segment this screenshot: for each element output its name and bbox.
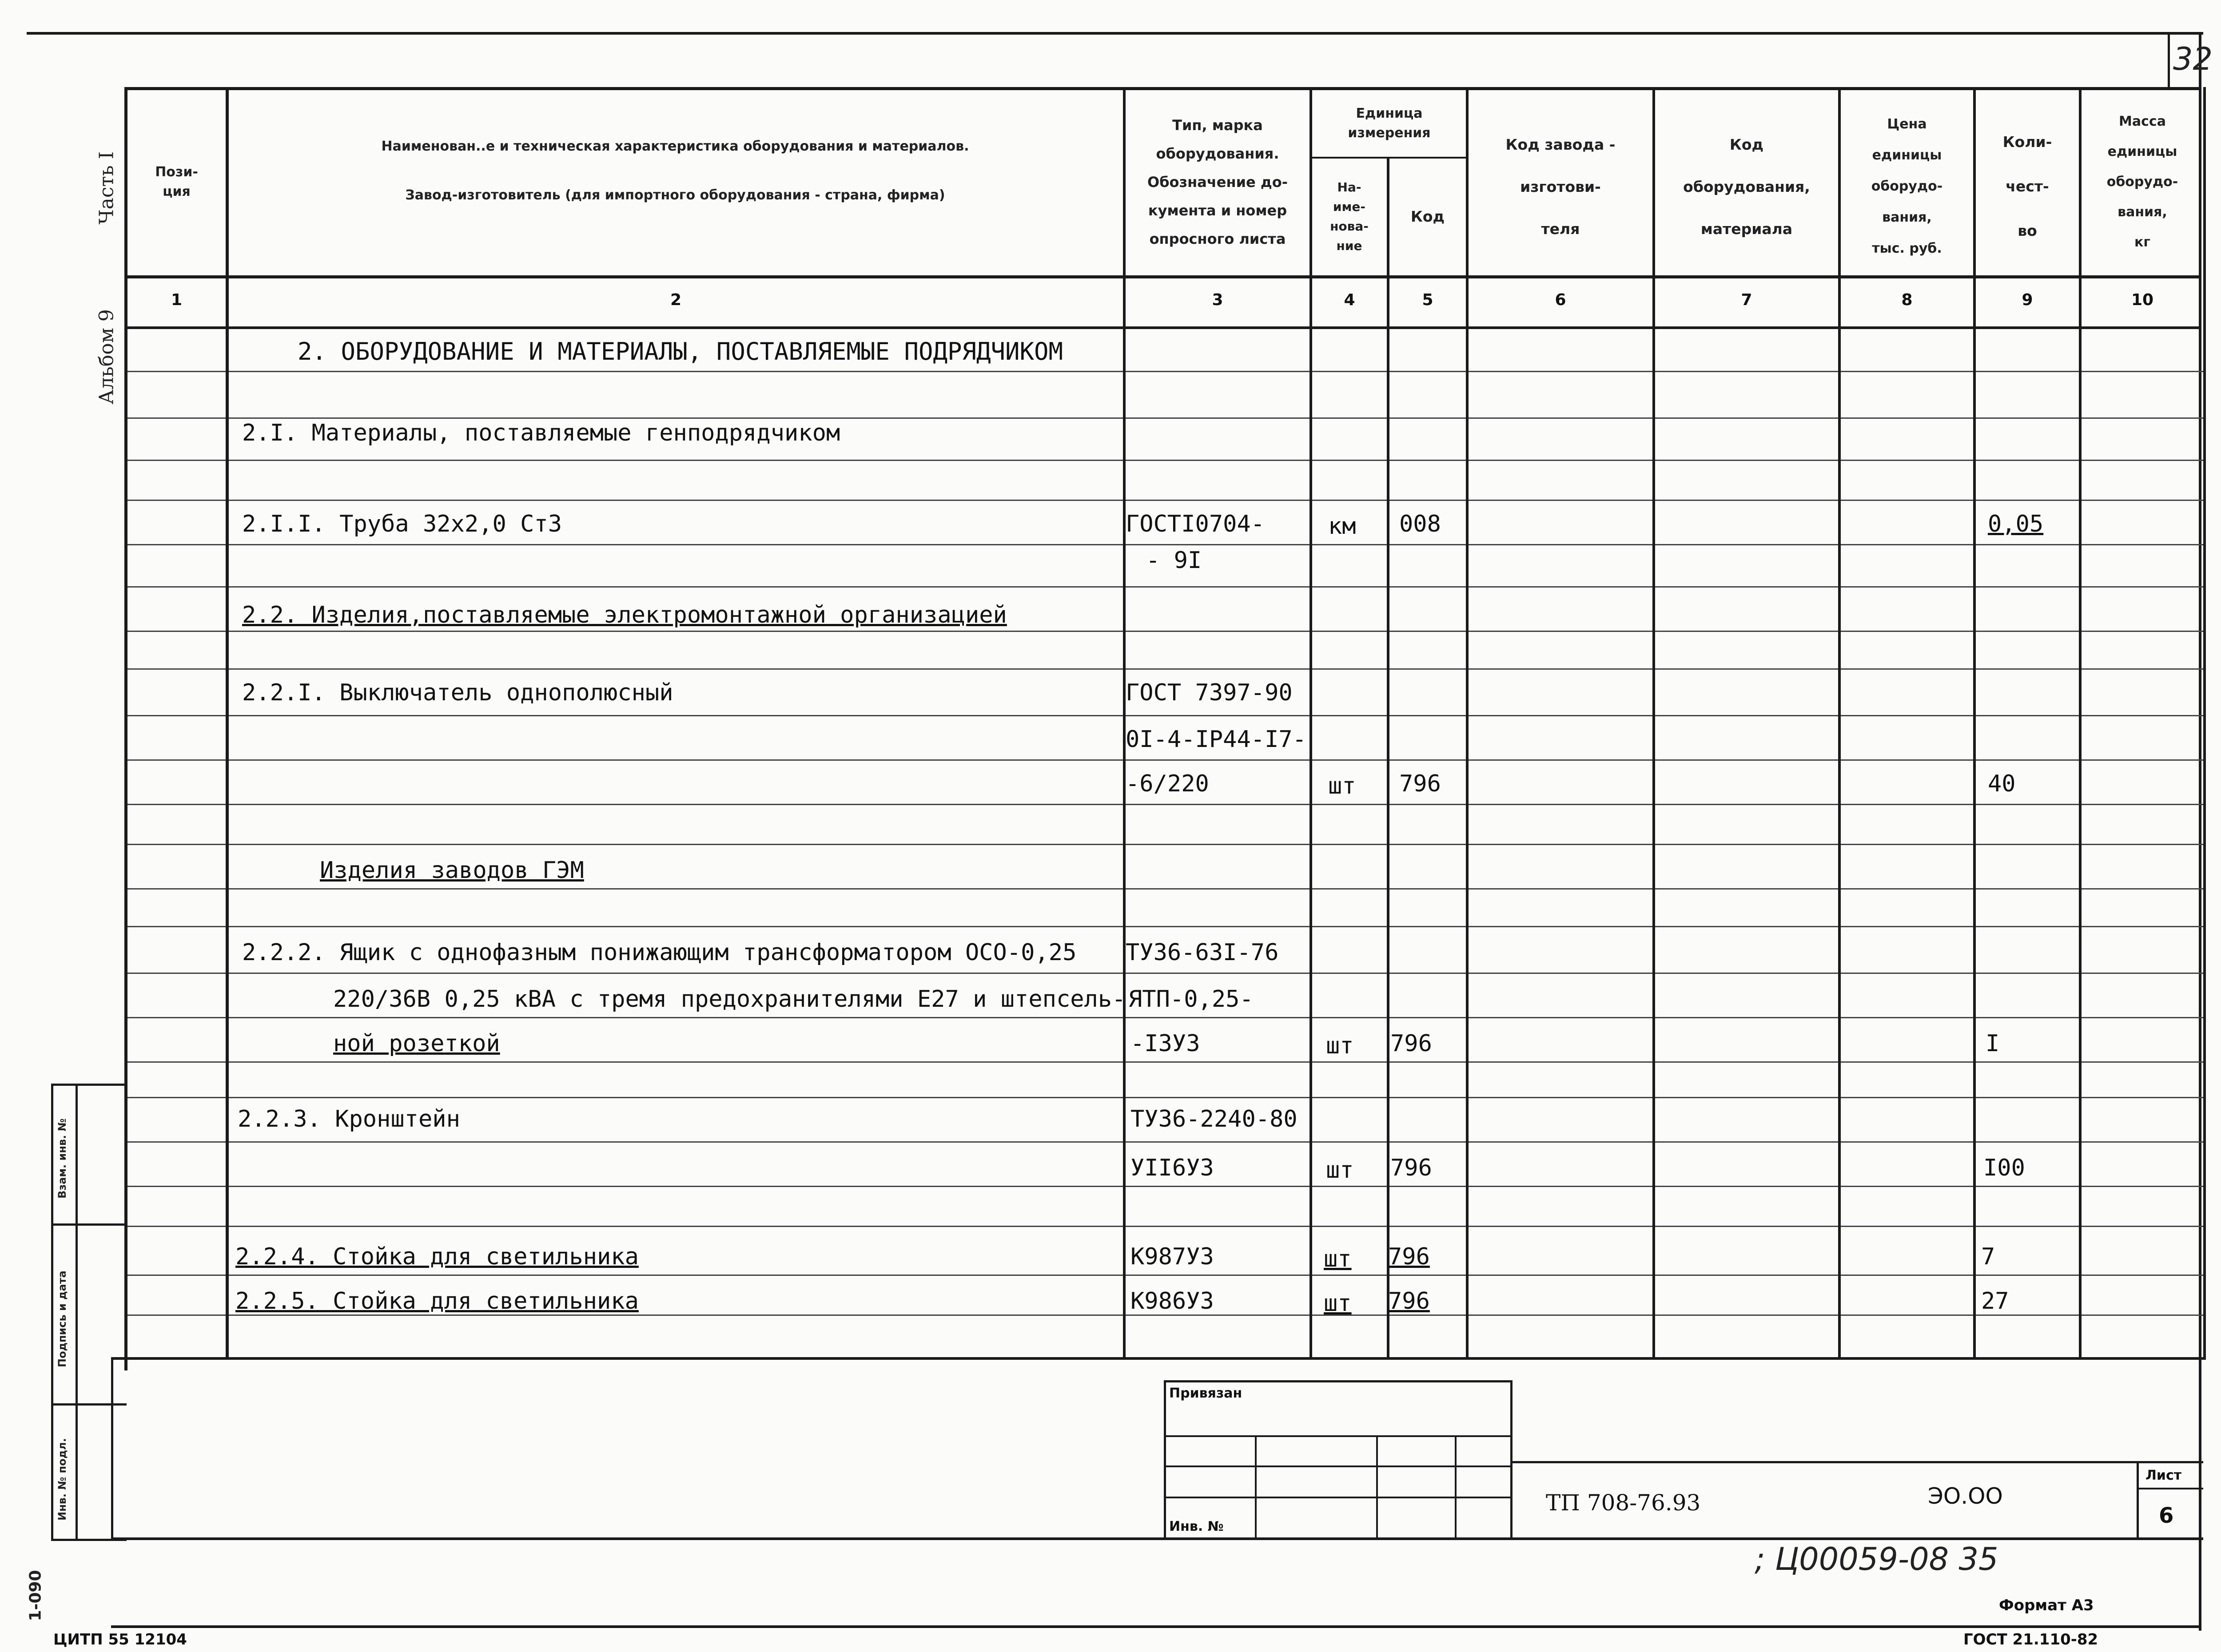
sheet-label: Лист (2145, 1468, 2182, 1483)
row-separator-line (124, 544, 2203, 545)
vline-4 (1387, 157, 1389, 1357)
row-separator-line (124, 1275, 2203, 1276)
row-type: 0I-4-IP44-I7- (1126, 726, 1306, 753)
stamp-box-hline-2 (51, 1403, 127, 1406)
privyazan-hline-1 (1164, 1435, 1513, 1437)
colnum-3: 3 (1212, 291, 1223, 309)
row-name: 2.2.5. Стойка для светильника (235, 1288, 639, 1314)
vline-left (124, 87, 127, 1370)
row-separator-line (124, 1314, 2203, 1316)
privyazan-hline-3 (1164, 1497, 1513, 1498)
colnum-5: 5 (1422, 291, 1433, 309)
titleblock-vline-left (111, 1357, 113, 1539)
header-unit-group: Единица измерения (1348, 105, 1431, 141)
row-quantity: 7 (1981, 1243, 1995, 1270)
row-name: 2.I.I. Труба 32х2,0 Ст3 (242, 511, 562, 537)
row-separator-line (124, 759, 2203, 761)
row-separator-line (124, 631, 2203, 632)
row-separator-line (124, 460, 2203, 461)
row-name: 2.I. Материалы, поставляемые генподрядчиком (242, 420, 840, 446)
row-unit: шт (1326, 1032, 1354, 1059)
row-name: ной розеткой (333, 1030, 500, 1057)
header-equipment-code: Код оборудования, материала (1683, 135, 1810, 238)
row-name: 2. ОБОРУДОВАНИЕ И МАТЕРИАЛЫ, ПОСТАВЛЯЕМЫЕ ПОДРЯДЧИКОМ (298, 338, 1063, 365)
doc-code: ТП 708-76.93 (1546, 1490, 1701, 1516)
header-type: Тип, марка оборудования. Обозначение до- кумента и номер опросного листа (1147, 117, 1288, 247)
stamp-box-hline-1 (51, 1223, 127, 1226)
bottom-left-code: 1-090 (26, 1570, 45, 1621)
sheet-box-left (2137, 1461, 2139, 1539)
colnum-4: 4 (1344, 291, 1355, 309)
colnum-bottom-line (124, 326, 2199, 329)
privyazan-vline-1 (1255, 1435, 1257, 1539)
row-unit-code: 796 (1388, 1288, 1430, 1314)
vline-8 (1973, 87, 1976, 1357)
colnum-2: 2 (670, 291, 682, 309)
row-unit: шт (1328, 773, 1356, 799)
footer-left-code: ЦИТП 55 12104 (53, 1631, 187, 1648)
sheet-value: 6 (2159, 1503, 2174, 1528)
row-type: ТУ36-2240-80 (1130, 1106, 1298, 1132)
colnum-10: 10 (2131, 291, 2154, 309)
privyazan-vline-3 (1455, 1435, 1457, 1539)
row-unit: шт (1326, 1157, 1354, 1183)
row-type: К986У3 (1130, 1288, 1214, 1314)
row-separator-line (124, 844, 2203, 845)
vline-3 (1310, 87, 1312, 1357)
privyazan-label: Привязан (1169, 1386, 1242, 1401)
row-separator-line (124, 1226, 2203, 1227)
vline-5 (1466, 87, 1469, 1357)
inv-no-label: Инв. № (1169, 1519, 1224, 1534)
row-unit: шт (1324, 1290, 1352, 1317)
row-separator-line (124, 1186, 2203, 1187)
bottom-border-line (111, 1625, 2201, 1628)
colnum-8: 8 (1901, 291, 1913, 309)
row-type: - 9I (1146, 547, 1202, 574)
privyazan-box-left (1164, 1380, 1166, 1539)
privyazan-hline-2 (1164, 1465, 1513, 1467)
stamp-label-signature: Подпись и дата (56, 1271, 68, 1367)
vline-9 (2079, 87, 2082, 1357)
header-quantity: Коли- чест- во (2002, 133, 2052, 239)
row-separator-line (124, 1141, 2203, 1143)
row-separator-line (124, 668, 2203, 670)
row-separator-line (124, 888, 2203, 890)
row-separator-line (124, 1061, 2203, 1063)
handwritten-archive-number: ; Ц00059-08 35 (1755, 1541, 1998, 1577)
row-unit-code: 796 (1399, 770, 1441, 797)
row-separator-line (124, 926, 2203, 927)
row-type: К987У3 (1130, 1243, 1214, 1270)
row-type: ЯТП-0,25- (1128, 986, 1254, 1013)
header-position: Пози- ция (155, 164, 198, 199)
footer-right-gost: ГОСТ 21.110-82 (1963, 1631, 2098, 1648)
row-quantity: I (1986, 1030, 2000, 1057)
vline-2 (1123, 87, 1126, 1357)
stamp-box-vline-inner (76, 1084, 78, 1541)
row-name: 2.2. Изделия,поставляемые электромонтажной организацией (242, 602, 1007, 628)
stamp-box-vline-outer (51, 1084, 53, 1541)
row-separator-line (124, 1017, 2203, 1018)
row-separator-line (124, 973, 2203, 974)
vline-7 (1838, 87, 1841, 1357)
row-separator-line (124, 1097, 2203, 1098)
row-type: ГОСТI0704- (1126, 511, 1265, 537)
format-label: Формат А3 (1999, 1596, 2094, 1614)
stamp-box-hline-0 (51, 1084, 127, 1086)
privyazan-vline-2 (1376, 1435, 1378, 1539)
colnum-1: 1 (171, 291, 183, 309)
row-name: Изделия заводов ГЭМ (320, 857, 584, 884)
row-quantity: I00 (1983, 1155, 2025, 1181)
row-unit-code: 796 (1388, 1243, 1430, 1270)
table-top-line (124, 87, 2199, 90)
colnum-9: 9 (2022, 291, 2033, 309)
sheet-box-mid (2137, 1488, 2203, 1489)
row-separator-line (124, 500, 2203, 501)
side-label-album: Альбом 9 (95, 309, 118, 405)
vline-1 (226, 87, 229, 1357)
row-quantity: 27 (1981, 1288, 2009, 1314)
side-label-part: Часть I (95, 151, 118, 225)
row-type: -I3У3 (1130, 1030, 1200, 1057)
colnum-7: 7 (1741, 291, 1752, 309)
row-name: 2.2.2. Ящик с однофазным понижающим трансформатором ОСО-0,25 (242, 939, 1077, 966)
header-unit-name: На- име- нова- ние (1330, 179, 1369, 253)
row-name: 220/36В 0,25 кВА с тремя предохранителями Е27 и штепсель- (333, 986, 1126, 1013)
colnum-6: 6 (1555, 291, 1566, 309)
right-border-line (2199, 32, 2201, 1631)
row-separator-line (124, 417, 2203, 419)
row-separator-line (124, 371, 2203, 372)
row-unit: км (1328, 513, 1356, 540)
row-quantity: 40 (1988, 770, 2016, 797)
row-type: -6/220 (1126, 770, 1209, 797)
row-name: 2.2.I. Выключатель однополюсный (242, 679, 673, 706)
row-separator-line (124, 586, 2203, 588)
header-name-line1: Наименован..е и техническая характеристика оборудования и материалов. (381, 139, 969, 154)
vline-6 (1652, 87, 1655, 1357)
row-unit-code: 796 (1390, 1155, 1432, 1181)
stamp-label-inv: Инв. № подл. (56, 1438, 68, 1521)
row-separator-line (124, 804, 2203, 805)
row-unit: шт (1324, 1246, 1352, 1272)
row-unit-code: 796 (1390, 1030, 1432, 1057)
header-factory-code: Код завода - изготови- теля (1505, 135, 1616, 238)
stamp-label-vzam: Взам. инв. № (56, 1118, 68, 1199)
corner-sheet-number: 32 (2173, 41, 2213, 77)
header-name-line2: Завод-изготовитель (для импортного оборудования - страна, фирма) (405, 187, 945, 203)
row-type: ТУ36-63I-76 (1126, 939, 1279, 966)
top-border-line (27, 32, 2203, 35)
row-quantity: 0,05 (1988, 511, 2044, 537)
header-mass: Масса единицы оборудо- вания, кг (2106, 114, 2178, 250)
section-code: ЭО.ОО (1928, 1483, 2003, 1509)
header-bottom-line (124, 275, 2199, 278)
row-name: 2.2.3. Кронштейн (238, 1106, 460, 1132)
row-separator-line (124, 715, 2203, 716)
row-type: ГОСТ 7397-90 (1126, 679, 1293, 706)
row-name: 2.2.4. Стойка для светильника (235, 1243, 639, 1270)
privyazan-box-right (1510, 1380, 1513, 1539)
row-type: УII6У3 (1130, 1155, 1214, 1181)
table-bottom-line (111, 1357, 2206, 1360)
corner-box-left (2168, 32, 2170, 90)
vline-right (2203, 87, 2206, 1357)
doc-block-top (1510, 1461, 2203, 1463)
titleblock-bottom (111, 1537, 2203, 1540)
header-price: Цена единицы оборудо- вания, тыс. руб. (1871, 116, 1943, 256)
privyazan-box-top (1164, 1380, 1513, 1382)
row-unit-code: 008 (1399, 511, 1441, 537)
header-unit-code: Код (1410, 207, 1445, 225)
